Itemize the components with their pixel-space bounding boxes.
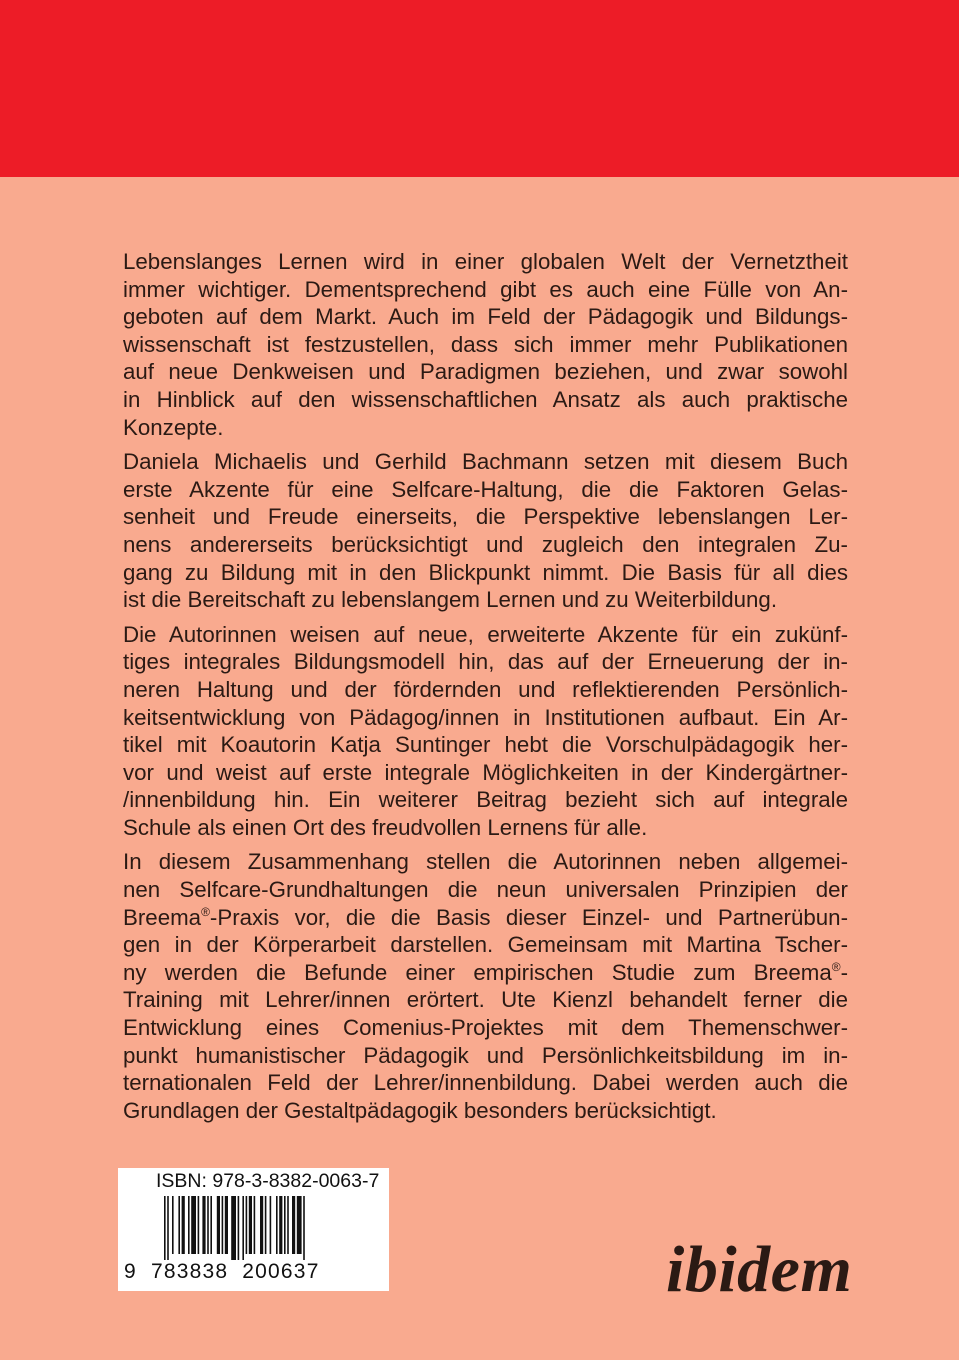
blurb-paragraph — [123, 448, 848, 614]
barcode-bar — [217, 1196, 220, 1254]
barcode-bar — [303, 1196, 305, 1260]
barcode-bar — [172, 1196, 174, 1254]
barcode-bar — [297, 1196, 302, 1254]
blurb-line: nens andererseits berücksichtigt und zugleich den integralen Zu- — [123, 531, 848, 557]
blurb-line: Training mit Lehrer/innen erörtert. Ute Kienzl behandelt ferner die — [123, 987, 848, 1013]
blurb-line: ist die Bereitschaft zu lebenslangem Lernen und zu Weiterbildung. — [123, 587, 778, 613]
blurb-line: Schule als einen Ort des freudvollen Lernens für alle. — [123, 814, 648, 840]
barcode-bar — [188, 1196, 190, 1254]
cover-top-band — [0, 0, 959, 177]
blurb-line: geboten auf dem Markt. Auch im Feld der Pädagogik und Bildungs- — [123, 304, 848, 330]
barcode-bar — [246, 1196, 248, 1254]
blurb-line: keitsentwicklung von Pädagog/innen in Institutionen aufbaut. Ein Ar- — [123, 704, 848, 730]
publisher-logo: ibidem — [666, 1233, 853, 1306]
barcode-bar — [238, 1196, 240, 1260]
blurb-line: auf neue Denkweisen und Paradigmen beziehen, und zwar sowohl — [123, 359, 848, 385]
back-cover-blurb — [123, 248, 848, 1131]
barcode-bar — [249, 1196, 252, 1254]
barcode-bar — [279, 1196, 282, 1254]
blurb-line: in Hinblick auf den wissenschaftlichen Ansatz als auch praktische — [123, 386, 848, 412]
barcode-bar — [191, 1196, 196, 1254]
barcode-bar — [207, 1196, 209, 1254]
barcode-bar — [260, 1196, 263, 1254]
barcode-bar — [225, 1196, 228, 1254]
barcode-bar — [254, 1196, 256, 1254]
barcode-bar — [242, 1196, 244, 1260]
isbn-barcode — [118, 1168, 389, 1291]
blurb-paragraph — [123, 621, 848, 842]
blurb-line: In diesem Zusammenhang stellen die Autorinnen neben allgemei- — [123, 849, 848, 875]
blurb-line: Die Autorinnen weisen auf neue, erweiterte Akzente für ein zukünf- — [123, 621, 848, 647]
barcode-bar — [202, 1196, 205, 1254]
barcode-bar — [178, 1196, 180, 1254]
barcode-bar — [265, 1196, 267, 1254]
blurb-line: Lebenslanges Lernen wird in einer globalen Welt der Vernetztheit — [123, 249, 848, 274]
barcode-bar — [284, 1196, 286, 1254]
barcode-bar — [231, 1196, 236, 1260]
barcode-bar — [292, 1196, 295, 1254]
barcode-bar — [182, 1196, 185, 1254]
blurb-line: neren Haltung und der fördernden und reflektierenden Persönlich- — [123, 676, 848, 702]
blurb-line: Grundlagen der Gestaltpädagogik besonders berücksichtigt. — [123, 1097, 717, 1123]
blurb-line: Breema®-Praxis vor, die die Basis dieser Einzel- und Partnerübun- — [123, 904, 848, 930]
blurb-line: Entwicklung eines Comenius-Projektes mit dem Themenschwer- — [123, 1015, 848, 1041]
blurb-line: gen in der Körperarbeit darstellen. Gemeinsam mit Martina Tscher- — [123, 932, 848, 958]
blurb-line: punkt humanistischer Pädagogik und Persönlichkeitsbildung im in- — [123, 1042, 848, 1068]
blurb-line: /innenbildung hin. Ein weiterer Beitrag bezieht sich auf integrale — [123, 787, 848, 813]
blurb-line: ternationalen Feld der Lehrer/innenbildung. Dabei werden auch die — [123, 1070, 848, 1096]
ean-digits: 9 783838 200637 — [124, 1260, 320, 1283]
blurb-line: Daniela Michaelis und Gerhild Bachmann setzen mit diesem Buch — [123, 449, 848, 475]
blurb-paragraph — [123, 848, 848, 1124]
blurb-line: nen Selfcare-Grundhaltungen die neun universalen Prinzipien der — [123, 877, 848, 903]
blurb-line: tiges integrales Bildungsmodell hin, das auf der Erneuerung der in- — [123, 649, 848, 675]
barcode-bars — [118, 1196, 389, 1262]
blurb-line: senheit und Freude einerseits, die Perspektive lebenslangen Ler- — [123, 504, 848, 530]
barcode-bar — [270, 1196, 272, 1254]
barcode-bar — [164, 1196, 166, 1260]
barcode-bar — [198, 1196, 200, 1254]
blurb-line: gang zu Bildung mit in den Blickpunkt nimmt. Die Basis für all dies — [123, 559, 848, 585]
blurb-line: immer wichtiger. Dementsprechend gibt es auch eine Fülle von An- — [123, 276, 848, 302]
blurb-line: vor und weist auf erste integrale Möglichkeiten in der Kindergärtner- — [123, 759, 848, 785]
blurb-paragraph — [123, 248, 848, 441]
barcode-bar — [167, 1196, 169, 1260]
blurb-line: ny werden die Befunde einer empirischen Studie zum Breema®- — [123, 959, 848, 985]
barcode-bar — [276, 1196, 278, 1254]
blurb-line: erste Akzente für eine Selfcare-Haltung, die die Faktoren Gelas- — [123, 476, 848, 502]
blurb-line: wissenschaft ist festzustellen, dass sich immer mehr Publikationen — [123, 331, 848, 357]
barcode-bar — [287, 1196, 289, 1254]
blurb-line: Konzepte. — [123, 414, 224, 440]
barcode-bar — [222, 1196, 224, 1254]
barcode-bar — [210, 1196, 212, 1254]
isbn-label: ISBN: 978-3-8382-0063-7 — [156, 1170, 380, 1192]
blurb-line: tikel mit Koautorin Katja Suntinger hebt die Vorschulpädagogik her- — [123, 732, 848, 758]
